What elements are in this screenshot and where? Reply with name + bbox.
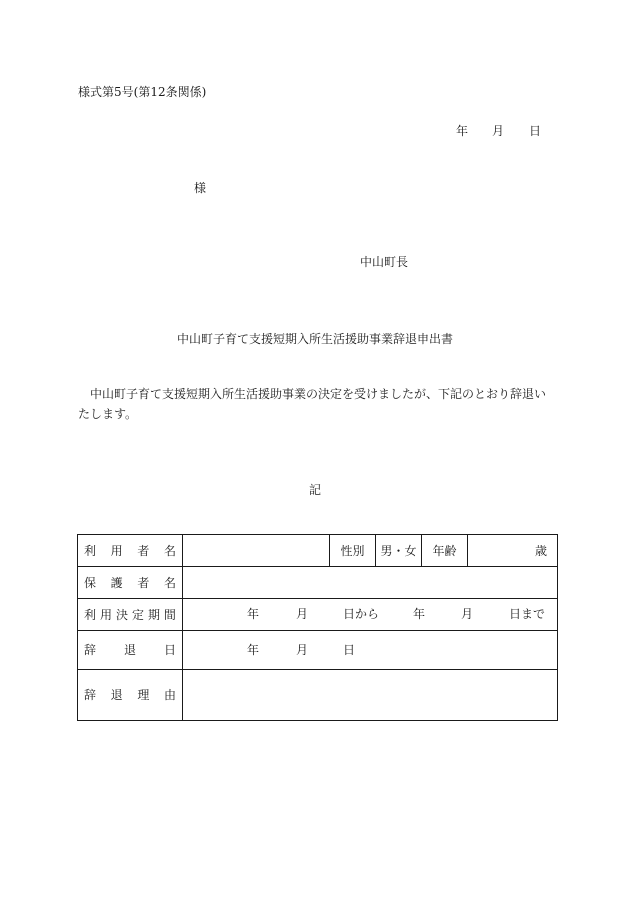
period-year-from: 年 [247,607,260,621]
withdraw-date-field[interactable] [183,631,558,670]
table-row-period [78,599,558,631]
recipient-suffix: 様 [194,181,207,195]
user-name-field[interactable] [183,535,330,567]
user-name-label: 利 用 者 名 [78,535,183,567]
date-year-label: 年 [456,124,469,138]
gender-label: 性別 [330,535,376,567]
form-number: 様式第5号(第12条関係) [78,85,207,99]
age-label: 年齢 [422,535,468,567]
guardian-field[interactable] [183,567,558,599]
period-month-to: 月 [461,607,474,621]
gender-options[interactable]: 男・女 [376,535,422,567]
withdraw-day: 日 [343,643,356,657]
ki-heading: 記 [308,483,321,497]
info-table [77,534,558,721]
withdraw-month: 月 [296,643,309,657]
body-text: 中山町子育て支援短期入所生活援助事業の決定を受けましたが、下記のとおり辞退いたします。 [78,387,547,421]
document-title: 中山町子育て支援短期入所生活援助事業辞退申出書 [176,332,453,346]
period-day-to: 日まで [509,607,546,621]
table-row-reason [78,670,558,721]
period-month-from: 月 [296,607,309,621]
period-year-to: 年 [413,607,426,621]
period-field[interactable] [183,599,558,631]
reason-label: 辞 退 理 由 [78,670,183,721]
age-field[interactable]: 歳 [468,535,558,567]
period-day-from: 日から [343,607,380,621]
withdraw-date-label: 辞 退 日 [78,631,183,670]
guardian-label: 保 護 者 名 [78,567,183,599]
date-month-label: 月 [492,124,505,138]
withdraw-year: 年 [247,643,260,657]
period-label: 利 用 決 定 期 間 [78,599,183,631]
issuer: 中山町長 [360,255,409,269]
table-row-user [78,535,558,567]
reason-field[interactable] [183,670,558,721]
table-row-guardian [78,567,558,599]
date-day-label: 日 [529,124,542,138]
table-row-withdraw-date [78,631,558,670]
